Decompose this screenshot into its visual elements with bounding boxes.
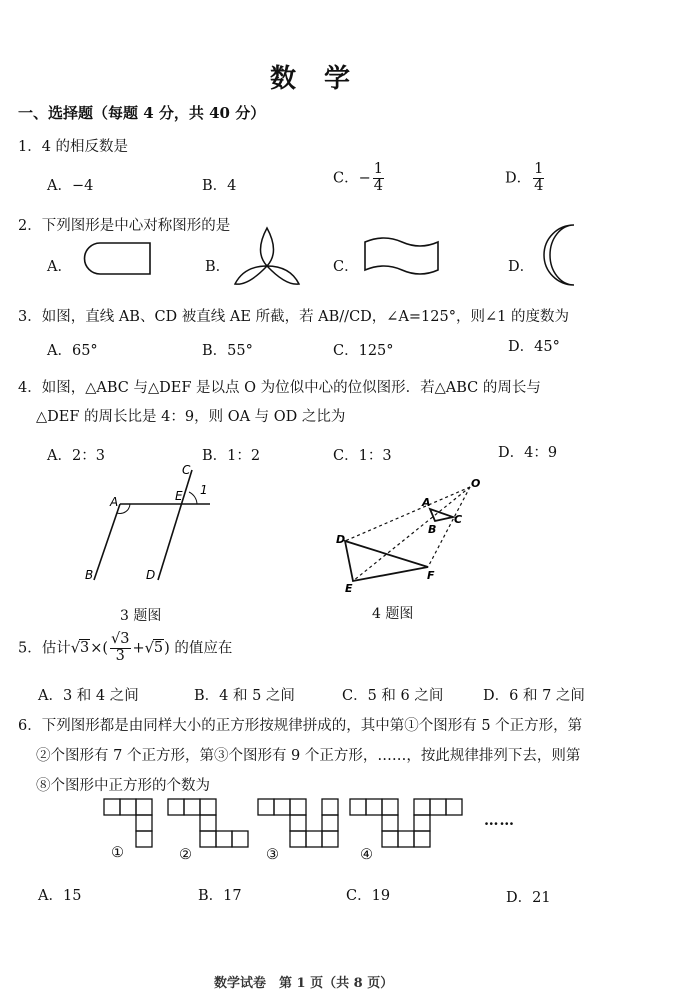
q5-root5: 5	[153, 640, 164, 657]
q1-option-a: A．−4	[47, 178, 94, 194]
q6-figure-4-square	[382, 831, 398, 847]
q6-figure-1-square	[136, 815, 152, 831]
q6-figure-2-square	[184, 799, 200, 815]
q6-figure-4-square	[398, 831, 414, 847]
fig4-label-c: C	[454, 513, 463, 526]
q6-figure-2-square	[232, 831, 248, 847]
q4-option-b: B．1：2	[202, 448, 261, 464]
q2-option-d: D．	[508, 259, 535, 275]
fig3-label-1: 1	[200, 483, 208, 497]
q1-option-d-prefix: D．	[505, 170, 532, 187]
q6-figure-4-square	[414, 831, 430, 847]
q5-option-b: B．4 和 5 之间	[194, 688, 295, 704]
q6-figure-1-square	[136, 799, 152, 815]
fig3-label-d: D	[146, 568, 156, 582]
q6-figure-3-square	[322, 799, 338, 815]
q6-figure-2-square	[200, 815, 216, 831]
q5-option-a: A．3 和 4 之间	[38, 688, 139, 704]
section-heading: 一、选择题（每题 4 分，共 40 分）	[18, 104, 266, 122]
q5-option-c: C．5 和 6 之间	[342, 688, 444, 704]
fig4-label-b: B	[428, 523, 437, 536]
q5-prefix: 5．估计	[18, 640, 71, 657]
q6-stem-line2: ②个图形有 7 个正方形，第③个图形有 9 个正方形，……，按此规律排列下去，则第	[36, 748, 581, 764]
fig4-label-e: E	[345, 582, 353, 595]
q4-stem-line2: △DEF 的周长比是 4：9，则 OA 与 OD 之比为	[36, 409, 346, 425]
fig4-label-a: A	[422, 496, 431, 509]
q6-figure-1-square	[136, 831, 152, 847]
q5-plus: +	[132, 640, 145, 657]
q6-figure-4-square	[366, 799, 382, 815]
figure-3-caption: 3 题图	[120, 608, 162, 624]
fig3-label-b: B	[85, 568, 94, 582]
q3-option-c: C．125°	[333, 343, 394, 359]
q6-label-4: ④	[360, 847, 373, 863]
q3-stem: 3．如图，直线 AB、CD 被直线 AE 所截，若 AB//CD，∠A=125°，则∠1 的度数为	[18, 309, 569, 325]
q6-figure-3-square	[290, 815, 306, 831]
q6-label-2: ②	[179, 847, 192, 863]
q6-option-c: C．19	[346, 888, 391, 904]
q6-option-a: A．15	[38, 888, 82, 904]
q6-figure-4-square	[414, 799, 430, 815]
q1-option-b: B．4	[202, 178, 237, 194]
q4-option-c: C．1：3	[333, 448, 392, 464]
q6-figure-1-square	[104, 799, 120, 815]
q1-option-c-prefix: C．−	[333, 170, 371, 187]
q4-option-d: D．4：9	[498, 445, 558, 461]
q1-option-c-fraction: $\frac{1}{4}$	[373, 161, 383, 194]
figure-4-caption: 4 题图	[372, 606, 414, 622]
q6-figure-3-square	[258, 799, 274, 815]
q5-root3: 3	[79, 640, 90, 657]
q5-suffix: ) 的值应在	[164, 640, 233, 657]
page-footer: 数学试卷 第 1 页（共 8 页）	[214, 976, 394, 991]
q2-stem: 2．下列图形是中心对称图形的是	[18, 218, 231, 234]
fig4-label-d: D	[336, 533, 346, 546]
fig3-label-c: C	[182, 463, 191, 477]
q6-figure-2-square	[216, 831, 232, 847]
fig4-label-o: O	[471, 477, 481, 490]
q6-figure-2-square	[168, 799, 184, 815]
q6-figure-2-square	[200, 799, 216, 815]
fig3-label-e: E	[175, 489, 183, 503]
q6-figure-3-square	[306, 831, 322, 847]
q2-option-a: A．	[47, 259, 72, 275]
q6-stem-line1: 6．下列图形都是由同样大小的正方形按规律拼成的，其中第①个图形有 5 个正方形，第	[18, 718, 583, 734]
q6-figure-3-square	[322, 831, 338, 847]
q3-option-d: D．45°	[508, 339, 560, 355]
q6-figure-3-square	[290, 831, 306, 847]
q6-figure-4-square	[430, 799, 446, 815]
q5-fraction: $\frac{√3}{3}$	[111, 631, 130, 664]
page-title: 数学	[270, 64, 379, 94]
q4-option-a: A．2：3	[47, 448, 105, 464]
q1-option-d-fraction: $\frac{1}{4}$	[534, 161, 544, 194]
q6-figure-3-square	[322, 815, 338, 831]
fig4-label-f: F	[427, 569, 435, 582]
q2-option-b: B．	[205, 259, 231, 275]
q6-ellipsis: ……	[484, 812, 515, 829]
q6-figure-2-square	[200, 831, 216, 847]
q6-figure-1-square	[120, 799, 136, 815]
q3-option-b: B．55°	[202, 343, 253, 359]
q6-figure-3-square	[290, 799, 306, 815]
q6-label-3: ③	[266, 847, 279, 863]
q1-stem: 1．4 的相反数是	[18, 139, 129, 155]
q6-figure-3-square	[274, 799, 290, 815]
q4-stem-line1: 4．如图，△ABC 与△DEF 是以点 O 为位似中心的位似图形．若△ABC 的周长与	[18, 380, 541, 396]
q6-stem-line3: ⑧个图形中正方形的个数为	[36, 778, 210, 794]
q6-figure-4-square	[350, 799, 366, 815]
q6-figure-4-square	[382, 799, 398, 815]
q6-figure-4-square	[382, 815, 398, 831]
q6-option-d: D．21	[506, 890, 551, 906]
q5-option-d: D．6 和 7 之间	[483, 688, 585, 704]
q5-stem: 5．估计√3×( $\frac{√3}{3}$ +√5) 的值应在	[18, 631, 233, 664]
q6-label-1: ①	[111, 845, 124, 861]
q5-times: ×(	[90, 640, 109, 657]
q3-option-a: A．65°	[47, 343, 98, 359]
q2-option-c: C．	[333, 259, 359, 275]
q6-option-b: B．17	[198, 888, 242, 904]
q6-figure-4-square	[414, 815, 430, 831]
q6-figure-4-square	[446, 799, 462, 815]
fig3-label-a: A	[110, 495, 119, 509]
